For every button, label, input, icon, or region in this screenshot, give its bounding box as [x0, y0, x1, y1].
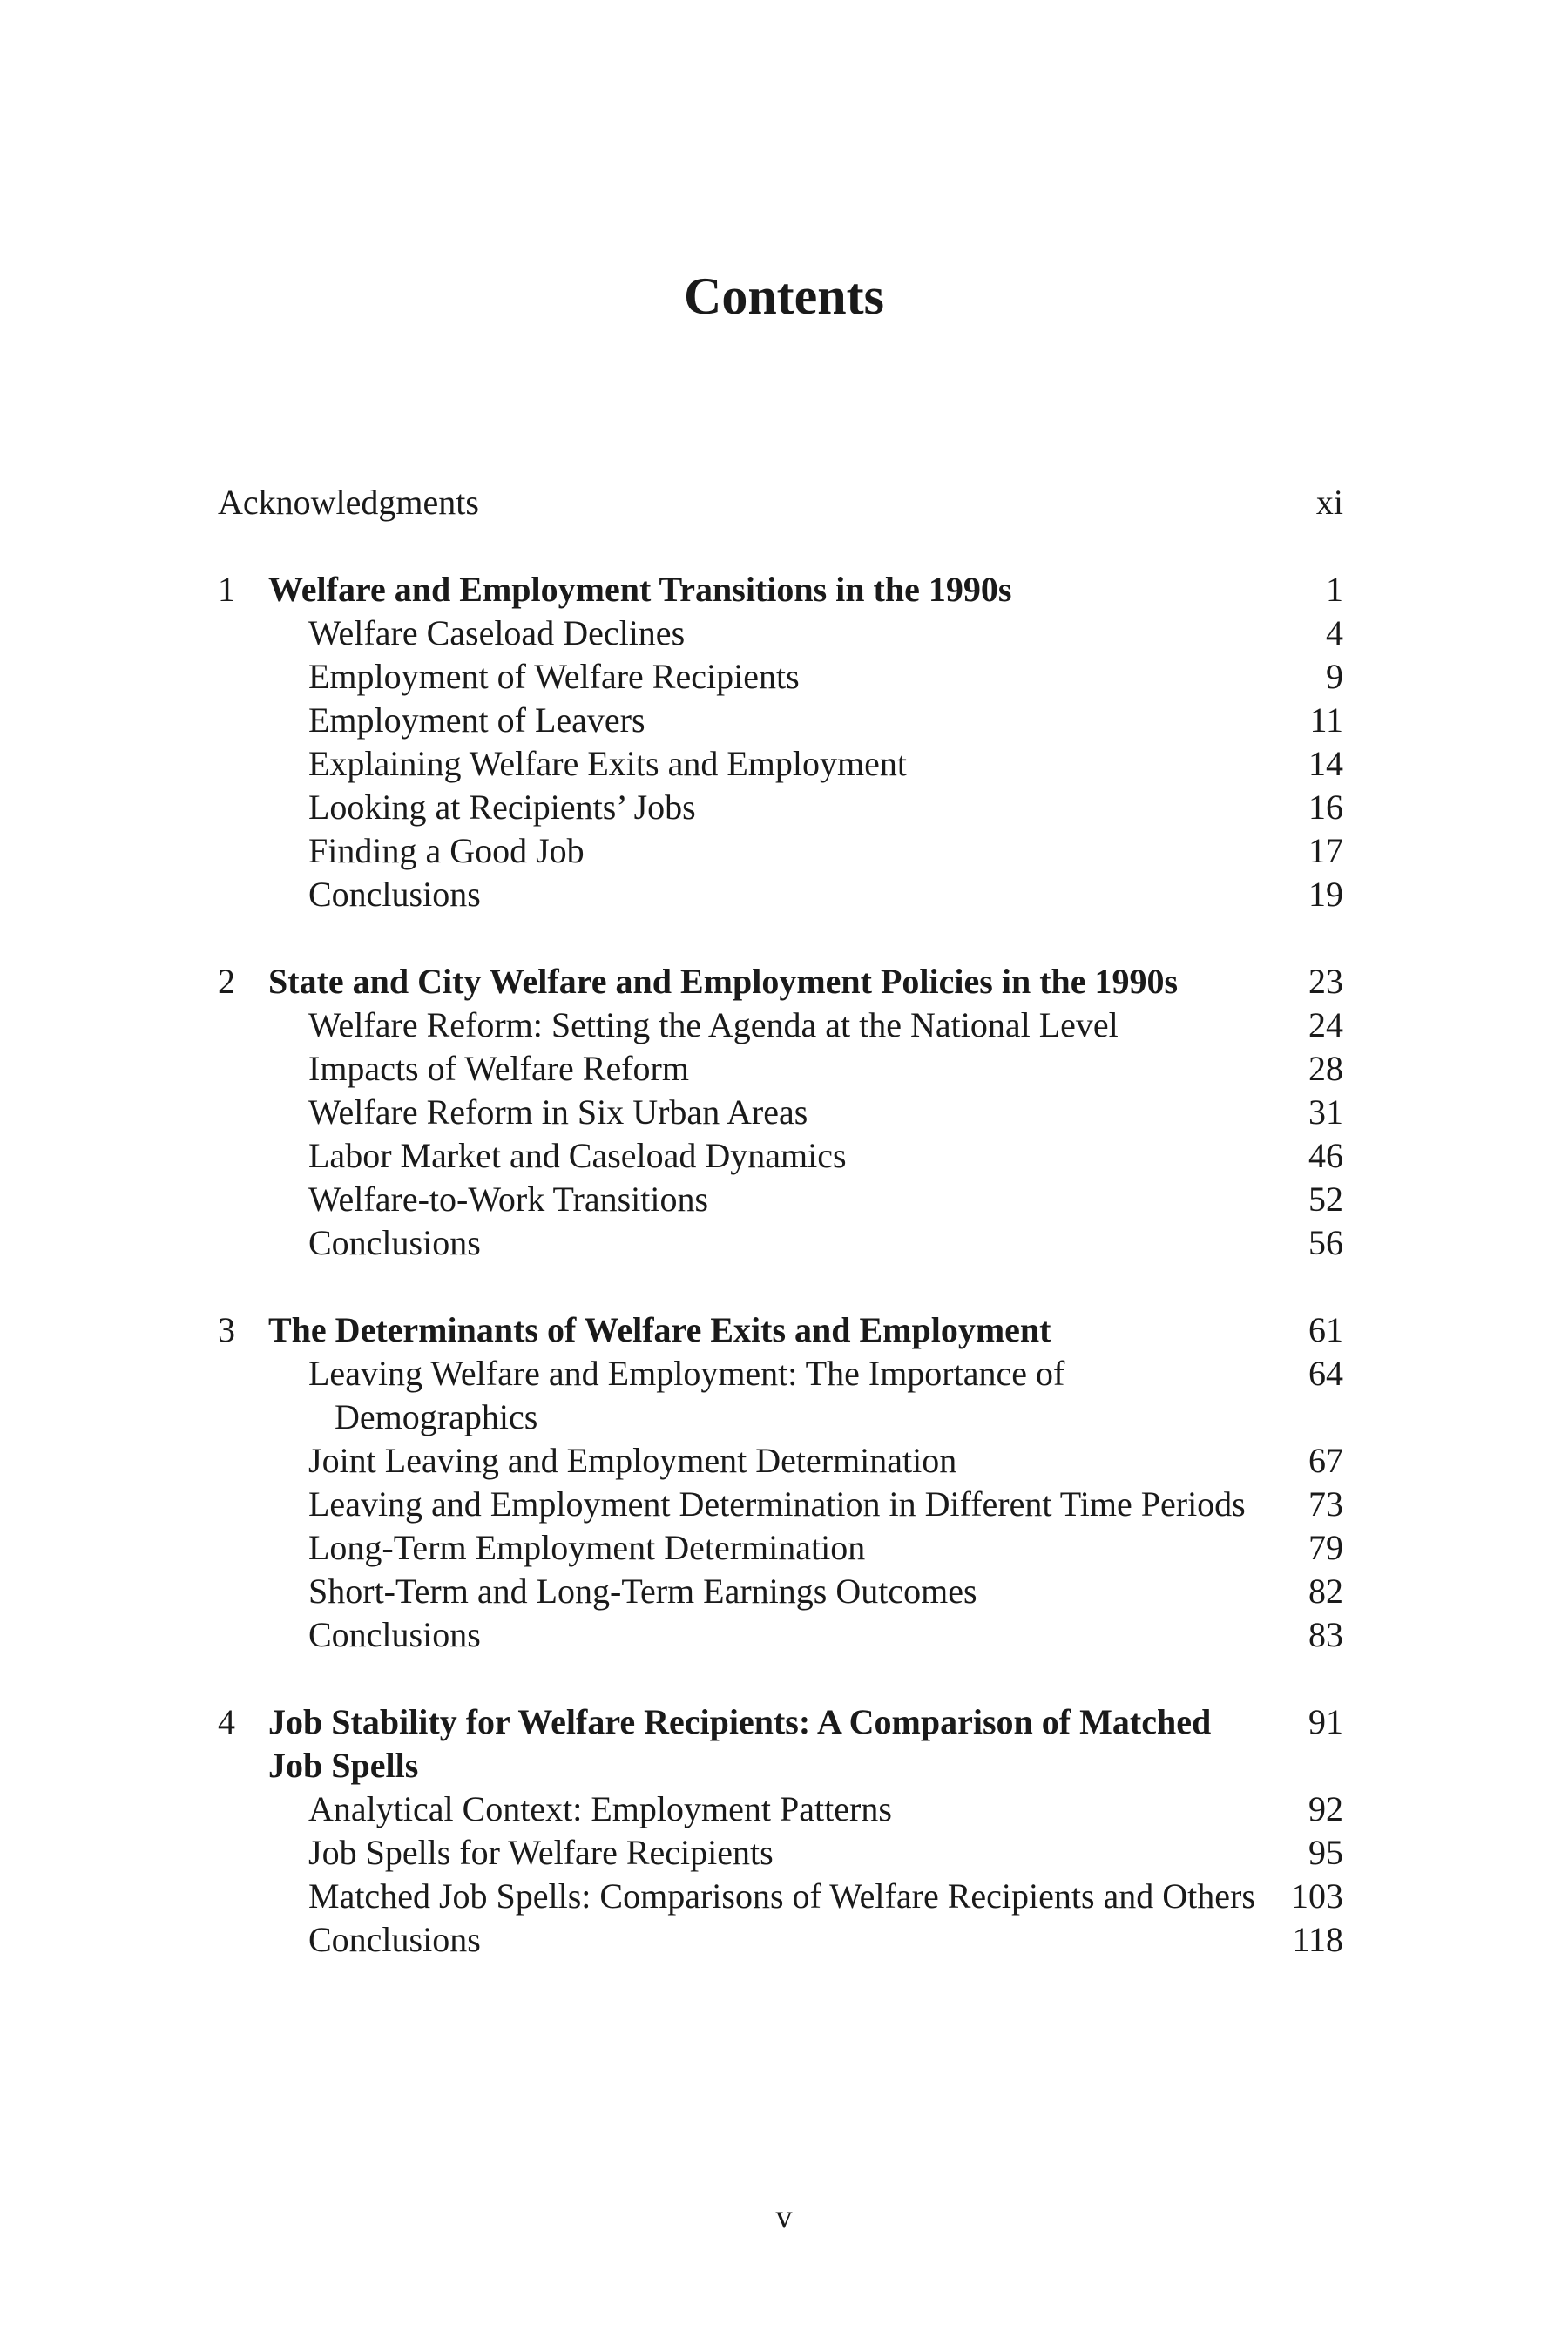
toc-entry-title: Acknowledgments: [218, 483, 479, 522]
section-title: Employment of Leavers: [308, 700, 645, 740]
chapter-list: [218, 524, 1343, 1962]
chapter-number: 3: [218, 1310, 235, 1349]
toc-section[interactable]: [218, 1526, 1343, 1570]
section-page: 14: [1308, 744, 1343, 783]
chapter-title: Job Stability for Welfare Recipients: A Comparison of Matched Job Spells: [268, 1702, 1212, 1785]
section-page: 31: [1308, 1092, 1343, 1132]
toc-chapter-4[interactable]: [218, 1700, 1343, 1788]
section-gap: [218, 1265, 1343, 1308]
chapter-page: 23: [1308, 962, 1343, 1001]
section-title: Analytical Context: Employment Patterns: [308, 1789, 892, 1828]
section-title: Welfare Reform: Setting the Agenda at the National Level: [308, 1005, 1119, 1044]
section-title: Leaving and Employment Determination in Different Time Periods: [308, 1484, 1246, 1524]
section-title: Joint Leaving and Employment Determination: [308, 1441, 957, 1480]
toc-entry-page: xi: [1315, 483, 1343, 522]
chapter-number: 1: [218, 570, 235, 609]
toc-section[interactable]: [218, 1439, 1343, 1483]
section-page: 118: [1292, 1920, 1343, 1959]
section-page: 95: [1308, 1833, 1343, 1872]
toc-section[interactable]: [218, 742, 1343, 786]
chapter-block: [218, 960, 1343, 1265]
toc-chapter-2[interactable]: [218, 960, 1343, 1004]
toc-section[interactable]: [218, 1483, 1343, 1526]
section-page: 56: [1308, 1223, 1343, 1262]
section-page: 67: [1308, 1441, 1343, 1480]
section-page: 4: [1326, 613, 1343, 652]
chapter-number: 2: [218, 962, 235, 1001]
section-page: 19: [1308, 875, 1343, 914]
section-title: Job Spells for Welfare Recipients: [308, 1833, 774, 1872]
chapter-title: The Determinants of Welfare Exits and Employment: [268, 1310, 1051, 1349]
section-title: Explaining Welfare Exits and Employment: [308, 744, 907, 783]
section-title: Conclusions: [308, 875, 481, 914]
section-title: Looking at Recipients’ Jobs: [308, 787, 696, 827]
toc-section[interactable]: [218, 1047, 1343, 1091]
toc-section[interactable]: [218, 1004, 1343, 1047]
chapter-page: 1: [1326, 570, 1343, 609]
section-page: 11: [1309, 700, 1343, 740]
chapter-block: [218, 568, 1343, 916]
section-title: Matched Job Spells: Comparisons of Welfare Recipients and Others: [308, 1876, 1255, 1916]
section-page: 17: [1308, 831, 1343, 870]
toc-section[interactable]: [218, 1918, 1343, 1962]
toc-section[interactable]: [218, 655, 1343, 699]
section-page: 92: [1308, 1789, 1343, 1828]
toc-chapter-3[interactable]: [218, 1308, 1343, 1352]
section-page: 9: [1326, 657, 1343, 696]
section-page: 24: [1308, 1005, 1343, 1044]
section-gap: [218, 1657, 1343, 1700]
toc-section[interactable]: [218, 1352, 1343, 1439]
toc-section[interactable]: [218, 829, 1343, 873]
chapter-title: Welfare and Employment Transitions in the 1990s: [268, 570, 1012, 609]
section-page: 73: [1308, 1484, 1343, 1524]
section-title: Labor Market and Caseload Dynamics: [308, 1136, 847, 1175]
toc-section[interactable]: [218, 786, 1343, 829]
section-page: 16: [1308, 787, 1343, 827]
chapter-block: [218, 1308, 1343, 1657]
toc-section[interactable]: [218, 1875, 1343, 1918]
section-title: Welfare-to-Work Transitions: [308, 1179, 709, 1219]
toc-section[interactable]: [218, 1831, 1343, 1875]
page-number: v: [775, 2199, 793, 2235]
toc-section[interactable]: [218, 1570, 1343, 1613]
section-title: Leaving Welfare and Employment: The Importance of Demographics: [308, 1354, 1065, 1436]
section-title: Short-Term and Long-Term Earnings Outcomes: [308, 1571, 977, 1611]
toc-section[interactable]: [218, 1221, 1343, 1265]
section-title: Long-Term Employment Determination: [308, 1528, 866, 1567]
section-page: 46: [1308, 1136, 1343, 1175]
toc-section[interactable]: [218, 1091, 1343, 1134]
section-title: Finding a Good Job: [308, 831, 585, 870]
section-title: Welfare Reform in Six Urban Areas: [308, 1092, 808, 1132]
toc-section[interactable]: [218, 699, 1343, 742]
chapter-page: 61: [1308, 1310, 1343, 1349]
toc-section[interactable]: [218, 1134, 1343, 1178]
section-title: Impacts of Welfare Reform: [308, 1049, 689, 1088]
section-page: 103: [1291, 1876, 1343, 1916]
section-title: Conclusions: [308, 1223, 481, 1262]
section-page: 83: [1308, 1615, 1343, 1654]
toc-entry-acknowledgments[interactable]: [218, 481, 1343, 524]
toc-chapter-1[interactable]: [218, 568, 1343, 612]
section-gap: [218, 524, 1343, 568]
section-title: Conclusions: [308, 1615, 481, 1654]
section-page: 82: [1308, 1571, 1343, 1611]
section-page: 52: [1308, 1179, 1343, 1219]
toc-section[interactable]: [218, 1178, 1343, 1221]
chapter-number: 4: [218, 1702, 235, 1741]
section-gap: [218, 916, 1343, 960]
section-title: Employment of Welfare Recipients: [308, 657, 800, 696]
section-page: 28: [1308, 1049, 1343, 1088]
page-title: Contents: [683, 267, 884, 325]
toc-section[interactable]: [218, 873, 1343, 916]
section-title: Conclusions: [308, 1920, 481, 1959]
section-page: 64: [1308, 1354, 1343, 1393]
section-page: 79: [1308, 1528, 1343, 1567]
toc-section[interactable]: [218, 1788, 1343, 1831]
toc-section[interactable]: [218, 1613, 1343, 1657]
chapter-page: 91: [1308, 1702, 1343, 1741]
table-of-contents: [218, 481, 1343, 1962]
section-title: Welfare Caseload Declines: [308, 613, 686, 652]
chapter-title: State and City Welfare and Employment Policies in the 1990s: [268, 962, 1179, 1001]
chapter-block: [218, 1700, 1343, 1962]
toc-section[interactable]: [218, 612, 1343, 655]
